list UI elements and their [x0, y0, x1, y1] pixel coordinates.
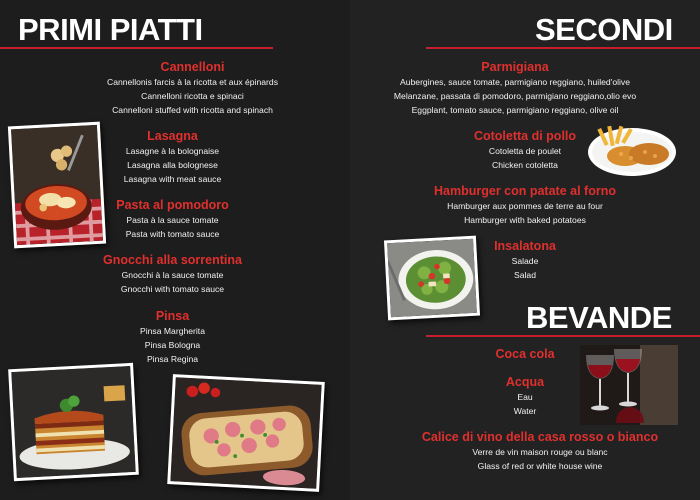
- lasagna-photo: [8, 363, 139, 481]
- dish-desc-line: Lasagna with meat sauce: [123, 174, 222, 184]
- dish-desc-line: Hamburger aux pommes de terre au four: [447, 201, 603, 211]
- dish-desc-line: Lasagna alla bolognese: [127, 160, 218, 170]
- drink-desc-line: Eau: [517, 392, 533, 402]
- dish-desc-line: Cotoletta de poulet: [488, 146, 562, 156]
- dish-desc-line: Salad: [514, 270, 536, 280]
- drink-title-acqua: Acqua: [505, 375, 545, 389]
- dish-desc-line: Gnocchi à la sauce tomate: [121, 270, 224, 280]
- dish-title-gnocchi: Gnocchi alla sorrentina: [103, 253, 242, 267]
- dish-title-cotoletta: Cotoletta di pollo: [473, 129, 577, 143]
- bevande-rule: [426, 335, 700, 337]
- drink-title-coca-cola: Coca cola: [495, 347, 555, 361]
- pinsa-photo: [167, 374, 325, 492]
- primi-piatti-rule: [0, 47, 273, 49]
- dish-desc-line: Cannelloni stuffed with ricotta and spinach: [112, 105, 273, 115]
- dish-title-parmigiana: Parmigiana: [481, 60, 549, 74]
- drink-desc-line: Verre de vin maison rouge ou blanc: [472, 447, 608, 457]
- dish-desc-line: Chicken cotoletta: [492, 160, 558, 170]
- dish-desc-line: Pasta à la sauce tomate: [126, 215, 219, 225]
- dish-desc-line: Eggplant, tomato sauce, parmigiano reggiano, olive oil: [411, 105, 619, 115]
- dish-desc-line: Salade: [511, 256, 539, 266]
- dish-desc-line: Melanzane, passata di pomodoro, parmigiano reggiano,olio evo: [393, 91, 637, 101]
- dish-title-cannelloni: Cannelloni: [160, 60, 225, 74]
- dish-desc-line: Cannelloni ricotta e spinaci: [141, 91, 244, 101]
- gnocchi-photo: [8, 122, 106, 249]
- cotoletta-photo: [587, 118, 677, 178]
- drink-title-calice-di-vino: Calice di vino della casa rosso o bianco: [421, 430, 659, 444]
- dish-title-insalatona: Insalatona: [494, 239, 556, 253]
- secondi-title: SECONDI: [535, 12, 673, 47]
- dish-title-pinsa: Pinsa: [155, 309, 190, 323]
- dish-title-lasagna: Lasagna: [147, 129, 198, 143]
- dish-desc-line: Aubergines, sauce tomate, parmigiano reggiano, huiled'olive: [400, 77, 630, 87]
- primi-piatti-title: PRIMI PIATTI: [18, 12, 203, 47]
- salad-photo: [384, 236, 480, 321]
- dish-desc-line: Pinsa Bologna: [144, 340, 201, 350]
- dish-desc-line: Pinsa Margherita: [140, 326, 205, 336]
- drink-desc-line: Glass of red or white house wine: [477, 461, 603, 471]
- secondi-rule: [426, 47, 700, 49]
- dish-desc-line: Gnocchi with tomato sauce: [120, 284, 225, 294]
- right-page: [350, 0, 700, 500]
- dish-desc-line: Cannellonis farcis à la ricotta et aux épinards: [106, 77, 278, 87]
- dish-desc-line: Lasagne à la bolognaise: [125, 146, 220, 156]
- dish-desc-line: Pasta with tomato sauce: [125, 229, 220, 239]
- drink-desc-line: Water: [513, 406, 537, 416]
- dish-desc-line: Pinsa Regina: [146, 354, 199, 364]
- bevande-title: BEVANDE: [526, 300, 672, 335]
- wine-photo: [580, 345, 678, 425]
- dish-title-pasta-al-pomodoro: Pasta al pomodoro: [116, 198, 229, 212]
- dish-title-hamburger: Hamburger con patate al forno: [434, 184, 616, 198]
- dish-desc-line: Hamburger with baked potatoes: [464, 215, 586, 225]
